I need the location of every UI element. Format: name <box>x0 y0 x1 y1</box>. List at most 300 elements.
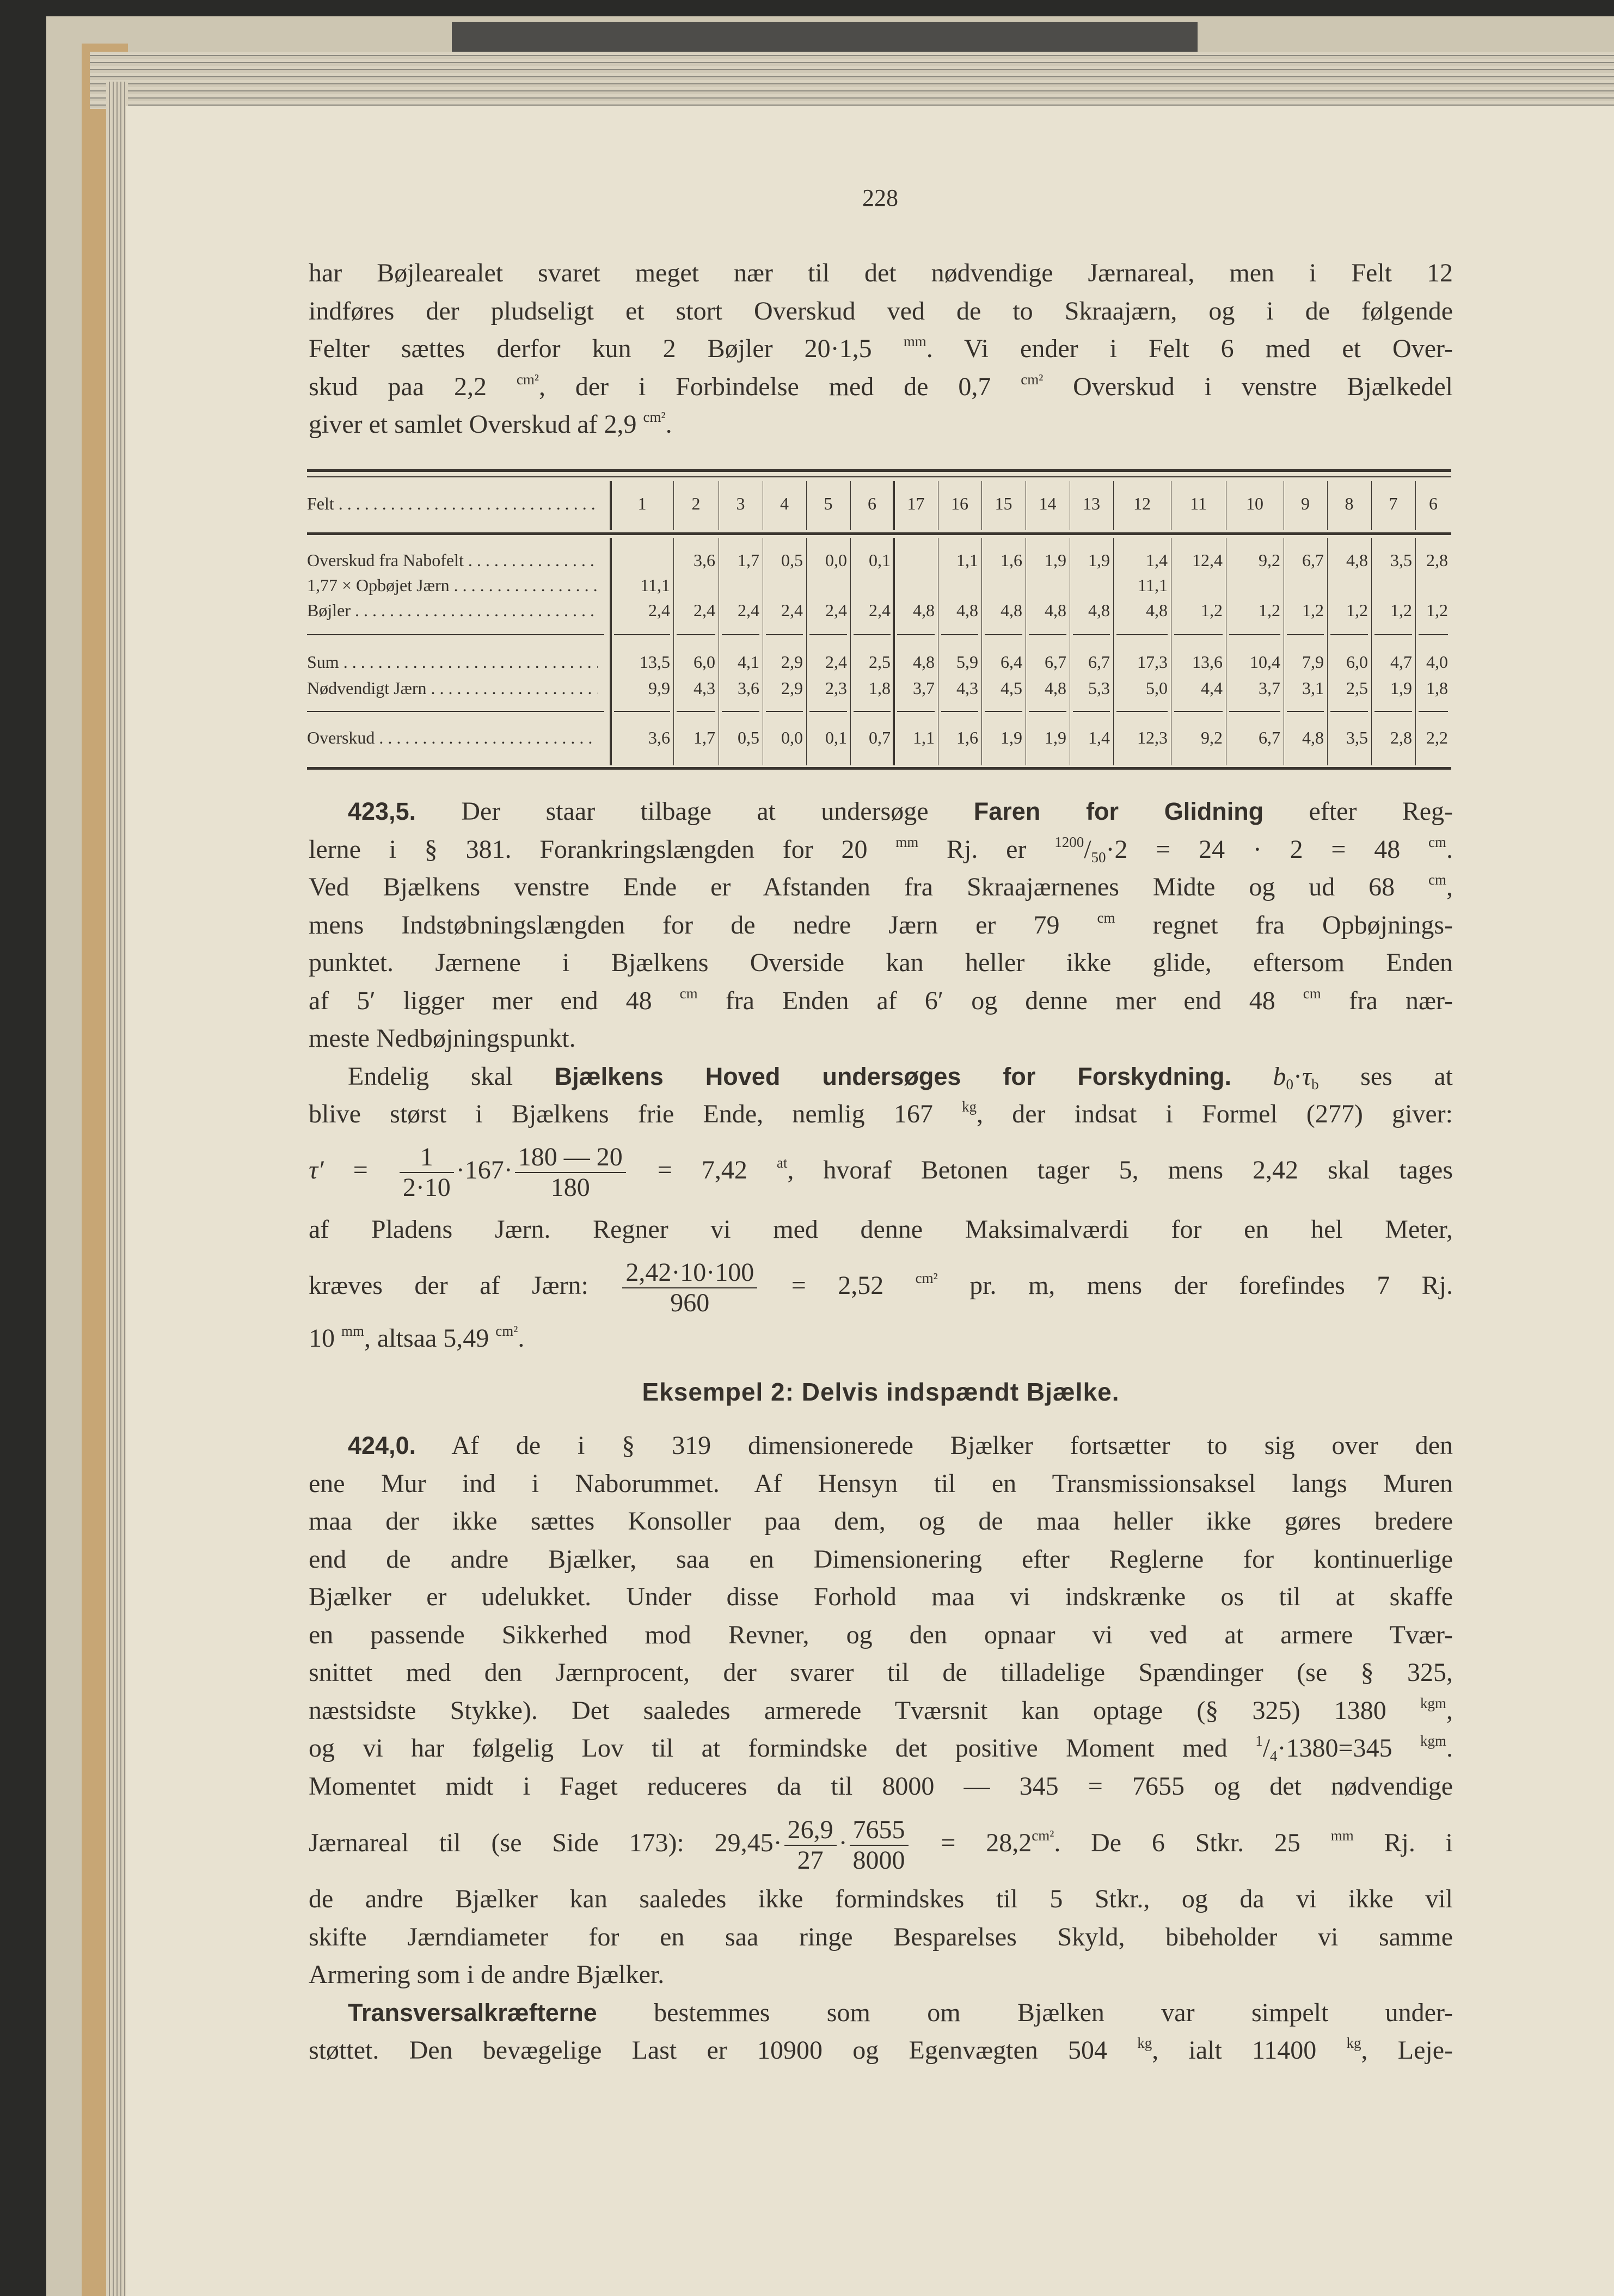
table-cell <box>719 574 759 596</box>
text-run: bestemmes som om Bjælken var simpelt under- <box>597 1998 1453 2027</box>
column-header: 3 <box>736 494 745 513</box>
text-line <box>309 1815 1453 1875</box>
column-header: 6 <box>868 494 876 513</box>
paragraph-424-0 <box>309 1427 1453 1805</box>
bold-text: Transversalkræfterne <box>348 1998 597 2027</box>
text-line <box>309 1994 1453 2032</box>
superscript: cm <box>1097 909 1115 926</box>
column-header: 2 <box>691 494 701 513</box>
table-cell <box>1171 574 1223 596</box>
text-run: Af de i § 319 dimensionerede Bjælker fortsætter to sig over den <box>416 1431 1453 1460</box>
text-line <box>309 1142 1453 1202</box>
table-cell: 2,5 <box>869 652 891 672</box>
table-cell: 2,4 <box>648 600 670 620</box>
superscript: cm² <box>516 371 539 388</box>
table-cell: 2,9 <box>781 652 803 672</box>
fraction-denominator: 27 <box>784 1845 837 1875</box>
table-cell: 2,9 <box>781 678 803 698</box>
sum-rule-segment <box>1229 634 1280 635</box>
text-run <box>1231 1062 1273 1091</box>
table-cell: 17,3 <box>1137 652 1168 672</box>
sum-rule-segment <box>985 711 1022 712</box>
superscript: cm² <box>915 1270 938 1286</box>
table-cell: 2,8 <box>1390 728 1412 747</box>
table-cell: 4,8 <box>1088 600 1110 620</box>
paragraph-transversalkraefter <box>309 1880 1453 2070</box>
text-run: · <box>1293 1061 1302 1091</box>
table-cell: 3,6 <box>738 678 759 698</box>
superscript: mm <box>341 1323 365 1339</box>
sum-rule-segment <box>1029 634 1066 635</box>
superscript: cm² <box>495 1323 518 1339</box>
sum-rule-segment <box>1116 634 1168 635</box>
sum-rule-segment <box>1174 634 1223 635</box>
sum-rule-segment <box>1029 711 1066 712</box>
table-cell: 10,4 <box>1250 652 1280 672</box>
table-cell: 2,2 <box>1426 728 1448 747</box>
section-heading: Eksempel 2: Delvis indspændt Bjælke. <box>642 1378 1120 1406</box>
text-run: snittet med den Jærnprocent, der svarer til de tilladelige Spændinger (se § 325, <box>309 1658 1453 1687</box>
text-run: støttet. Den bevægelige Last er 10900 og Egenvægten 504 <box>309 2036 1138 2065</box>
superscript: mm <box>903 333 926 349</box>
text-line <box>309 1654 1453 1692</box>
fraction-denominator: 960 <box>622 1287 757 1318</box>
text-line <box>309 1880 1453 1918</box>
text-run: , der indsat i Formel (277) giver: <box>977 1100 1453 1128</box>
sum-rule-segment <box>1419 634 1448 635</box>
table-cell: 5,0 <box>1146 678 1168 698</box>
fraction-numerator: 2,42·10·100 <box>625 1257 754 1287</box>
table-cell: 1,9 <box>1045 550 1066 570</box>
text-run: af 5′ ligger mer end 48 <box>309 986 680 1015</box>
text-run: Rj. i <box>1353 1828 1453 1857</box>
table-cell <box>894 549 935 571</box>
column-header: 16 <box>951 494 968 513</box>
text-line <box>309 1540 1453 1579</box>
sum-rule-segment <box>1287 634 1324 635</box>
table-cell <box>1371 574 1412 596</box>
text-run: lerne i § 381. Forankringslængden for 20 <box>309 834 896 864</box>
sum-rule-segment <box>809 711 847 712</box>
column-header: 13 <box>1083 494 1100 513</box>
table-cell: 4,1 <box>738 652 759 672</box>
text-line <box>309 944 1453 982</box>
table-cell: 5,9 <box>956 652 978 672</box>
fraction <box>622 1258 757 1318</box>
text-line <box>309 1956 1453 1994</box>
paragraph-423-5 <box>309 793 1453 1133</box>
table-cell: 1,2 <box>1302 600 1324 620</box>
column-header: 4 <box>780 494 789 513</box>
sum-rule-segment <box>766 634 803 635</box>
text-run: af Pladens Jærn. Regner vi med denne Maksimalværdi for en hel Meter, <box>309 1215 1453 1244</box>
text-run: Ved Bjælkens venstre Ende er Afstanden fra Skraajærnenes Midte og ud 68 <box>309 873 1428 901</box>
table-header-label: Felt . . . <box>307 493 598 514</box>
superscript: cm <box>679 985 698 1002</box>
table-cell: 1,6 <box>956 728 978 747</box>
text-run: Endelig skal <box>348 1061 555 1091</box>
row-label: Nødvendigt Jærn . . . <box>307 677 598 699</box>
table-cell: 4,8 <box>913 652 935 672</box>
sum-rule-segment <box>1174 711 1223 712</box>
text-run: , Leje- <box>1361 2036 1453 2065</box>
table-cell: 4,5 <box>1001 678 1022 698</box>
text-run: fra Enden af 6′ og denne mer end 48 <box>697 986 1303 1015</box>
table-cell: 4,0 <box>1426 652 1448 672</box>
table-cell: 1,9 <box>1390 678 1412 698</box>
text-line <box>309 1427 1453 1465</box>
text-line <box>309 831 1453 869</box>
superscript: kgm <box>1420 1733 1446 1749</box>
table-cell: 1,8 <box>869 678 891 698</box>
table-cell: 1,8 <box>1426 678 1448 698</box>
fraction-denominator: 180 <box>515 1172 626 1202</box>
column-header: 9 <box>1301 494 1310 513</box>
text-run: = <box>323 1156 397 1184</box>
text-run: kræves der af Jærn: <box>309 1271 621 1300</box>
text-line <box>309 1729 1453 1767</box>
fraction-numerator: 180 — 20 <box>518 1142 623 1171</box>
subscript: 50 <box>1091 849 1106 865</box>
table-cell: 0,7 <box>869 728 891 747</box>
table-cell: 9,2 <box>1201 728 1223 747</box>
row-label: Sum . . . <box>307 651 598 673</box>
text-run: Felter sættes derfor kun 2 Bøjler 20·1,5 <box>309 334 904 363</box>
superscript: cm <box>1428 833 1446 850</box>
text-run: Bjælker er udelukket. Under disse Forhold maa vi indskrænke os til at skaffe <box>309 1582 1453 1611</box>
fraction-numerator: 7655 <box>852 1815 905 1844</box>
sum-rule-segment <box>1419 711 1448 712</box>
superscript: cm² <box>1032 1827 1054 1844</box>
text-line <box>309 406 1453 444</box>
text-run: Rj. er <box>918 834 1055 864</box>
table-cell <box>1415 574 1448 596</box>
fraction <box>850 1815 909 1875</box>
page-stack-edges <box>106 82 128 2296</box>
sum-rule-segment <box>941 634 978 635</box>
italic-text: τ <box>1302 1061 1312 1091</box>
italic-text: τ′ <box>309 1156 324 1184</box>
table-cell: 4,8 <box>913 600 935 620</box>
text-line <box>309 330 1453 368</box>
text-run: . De 6 Stkr. 25 <box>1054 1828 1331 1857</box>
text-run: . <box>1446 834 1453 864</box>
bold-text: 423,5. <box>348 797 416 825</box>
sum-rule-segment <box>766 711 803 712</box>
text-run: maa der ikke sættes Konsoller paa dem, og de maa heller ikke gøres bredere <box>309 1507 1453 1536</box>
text-run: meste Nedbøjningspunkt. <box>309 1024 576 1053</box>
sum-rule-segment <box>941 711 978 712</box>
superscript: cm² <box>643 409 666 425</box>
sum-rule-segment <box>1073 634 1110 635</box>
row-label: 1,77 × Opbøjet Jærn . . . <box>307 574 598 596</box>
column-header: 5 <box>824 494 833 513</box>
page-stack-top <box>90 52 1614 109</box>
text-run: Der staar tilbage at undersøge <box>416 797 974 826</box>
table-cell: 4,8 <box>1346 550 1368 570</box>
text-run: de andre Bjælker kan saaledes ikke formindskes til 5 Stkr., og da vi ikke vil <box>309 1884 1453 1913</box>
text-run: Overskud i venstre Bjælkedel <box>1043 372 1453 401</box>
text-line <box>309 1918 1453 1956</box>
table-cell: 2,4 <box>694 600 715 620</box>
sum-rule-segment <box>1116 711 1168 712</box>
table-cell: 0,5 <box>781 550 803 570</box>
text-run: en passende Sikkerhed mod Revner, og den opnaar vi ved at armere Tvær- <box>309 1620 1453 1649</box>
table-cell: 1,1 <box>913 728 935 747</box>
table-cell: 11,1 <box>1138 575 1168 595</box>
formula-jaern-per-meter <box>309 1257 1453 1317</box>
sum-rule-segment <box>985 634 1022 635</box>
text-run: . Vi ender i Felt 6 med et Over- <box>926 334 1453 363</box>
table-cell: 6,0 <box>1346 652 1368 672</box>
column-header: 7 <box>1389 494 1398 513</box>
text-line <box>309 368 1453 406</box>
row-label: Overskud . . . <box>307 727 598 748</box>
text-line <box>309 1319 1453 1358</box>
row-label: Bøjler . . . <box>307 599 598 621</box>
table-cell: 3,5 <box>1390 550 1412 570</box>
superscript: kg <box>1137 2035 1152 2051</box>
text-run: næstsidste Stykke). Det saaledes armerede Tværsnit kan optage (§ 325) 1380 <box>309 1696 1420 1725</box>
text-run: Momentet midt i Faget reduceres da til 8000 — 345 = 7655 og det nødvendige <box>309 1771 1453 1801</box>
text-run: punktet. Jærnene i Bjælkens Overside kan heller ikke glide, eftersom Enden <box>309 948 1453 977</box>
table-top-rule <box>307 469 1451 472</box>
table-cell: 1,1 <box>956 550 978 570</box>
text-run: har Bøjlearealet svaret meget nær til det nødvendige Jærnareal, men i Felt 12 <box>309 259 1453 287</box>
fraction-denominator: 8000 <box>850 1845 909 1875</box>
table-cell <box>1284 574 1324 596</box>
text-run: end de andre Bjælker, saa en Dimensionering efter Reglerne for kontinuerlige <box>309 1544 1453 1574</box>
text-run: . <box>1446 1734 1453 1763</box>
text-run: skud paa 2,2 <box>309 372 517 401</box>
sum-rule-segment <box>854 711 891 712</box>
sum-rule <box>307 634 604 635</box>
text-line <box>309 1211 1453 1249</box>
table-cell: 1,9 <box>1045 728 1066 747</box>
fraction-numerator: 26,9 <box>787 1815 833 1844</box>
text-run: ·167· <box>456 1156 513 1184</box>
sum-rule-segment <box>854 634 891 635</box>
table-cell: 13,5 <box>640 652 670 672</box>
text-line <box>309 2031 1453 2070</box>
text-line <box>309 1020 1453 1058</box>
superscript: mm <box>895 833 919 850</box>
sum-rule-segment <box>722 634 759 635</box>
subscript: 0 <box>1286 1076 1293 1092</box>
table-cell <box>763 574 803 596</box>
sum-rule-segment <box>1287 711 1324 712</box>
table-cell: 2,5 <box>1346 678 1368 698</box>
table-cell <box>673 574 715 596</box>
sum-rule-segment <box>1374 634 1412 635</box>
paragraph-pladens-jaern <box>309 1211 1453 1249</box>
bold-text: Bjælkens Hoved undersøges for Forskydning. <box>554 1062 1231 1090</box>
text-run: , <box>1446 873 1453 901</box>
text-run: blive størst i Bjælkens frie Ende, nemlig 167 <box>309 1100 962 1128</box>
text-run: / <box>1084 834 1091 864</box>
table-cell: 0,1 <box>825 728 847 747</box>
row-label: Overskud fra Nabofelt . . . <box>307 549 598 571</box>
table-cell: 4,8 <box>1045 600 1066 620</box>
text-run: Jærnareal til (se Side 173): 29,45· <box>309 1828 782 1857</box>
table-cell: 1,2 <box>1201 600 1223 620</box>
superscript: cm <box>1303 985 1321 1002</box>
text-run: = 2,52 <box>759 1271 916 1300</box>
table-cell: 5,3 <box>1088 678 1110 698</box>
text-run: , <box>1446 1696 1453 1725</box>
subscript: 4 <box>1270 1748 1278 1764</box>
sum-rule-segment <box>614 711 670 712</box>
table-cell: 2,4 <box>781 600 803 620</box>
text-run: pr. m, mens der forefindes 7 Rj. <box>937 1271 1453 1300</box>
table-cell: 9,9 <box>648 678 670 698</box>
table-cell: 0,0 <box>825 550 847 570</box>
text-line <box>309 868 1453 906</box>
table-cell <box>938 574 978 596</box>
page-number: 228 <box>862 185 898 211</box>
table-cell: 2,4 <box>825 652 847 672</box>
text-line <box>309 1058 1453 1096</box>
text-line <box>309 982 1453 1020</box>
text-line <box>309 1095 1453 1133</box>
bold-text: Faren for Glidning <box>973 797 1264 825</box>
italic-text: b <box>1273 1061 1286 1091</box>
table-cell <box>611 549 670 571</box>
table-top-thin-rule <box>307 476 1451 477</box>
sum-rule-segment <box>1374 711 1412 712</box>
superscript: 1200 <box>1054 833 1084 850</box>
table-cell <box>1026 574 1066 596</box>
text-run: ene Mur ind i Naborummet. Af Hensyn til en Transmissionsaksel langs Muren <box>309 1469 1453 1498</box>
text-run: , ialt 11400 <box>1152 2036 1347 2065</box>
text-line <box>309 1767 1453 1806</box>
column-header: 1 <box>637 494 647 513</box>
table-cell: 7,9 <box>1302 652 1324 672</box>
table-cell: 4,8 <box>1001 600 1022 620</box>
table-cell: 2,8 <box>1426 550 1448 570</box>
table-cell: 0,0 <box>781 728 803 747</box>
column-header: 15 <box>995 494 1012 513</box>
table-cell: 6,7 <box>1045 652 1066 672</box>
text-run: skifte Jærndiameter for en saa ringe Besparelses Skyld, bibeholder vi samme <box>309 1922 1453 1951</box>
fraction <box>400 1143 454 1202</box>
column-header: 10 <box>1246 494 1263 513</box>
text-run: , der i Forbindelse med de 0,7 <box>538 372 1021 401</box>
sum-rule-segment <box>677 711 715 712</box>
table-cell: 4,8 <box>1302 728 1324 747</box>
text-run: . <box>518 1324 525 1353</box>
text-run: 10 <box>309 1324 341 1353</box>
sum-rule <box>307 711 604 712</box>
table-cell: 12,3 <box>1137 728 1168 747</box>
text-line <box>309 292 1453 330</box>
table-bottom-rule <box>307 767 1451 770</box>
table-cell: 3,1 <box>1302 678 1324 698</box>
text-line <box>309 1616 1453 1654</box>
table-cell <box>850 574 891 596</box>
table-cell: 3,7 <box>1259 678 1280 698</box>
table-cell: 1,7 <box>694 728 715 747</box>
sum-rule-segment <box>809 634 847 635</box>
table-cell: 1,9 <box>1001 728 1022 747</box>
text-run: , hvoraf Betonen tager 5, mens 2,42 skal tages <box>787 1156 1453 1184</box>
subscript: b <box>1311 1076 1319 1092</box>
superscript: kg <box>962 1098 977 1115</box>
paragraph-bojleareal <box>309 254 1453 444</box>
superscript: cm <box>1428 871 1446 888</box>
table-cell <box>1226 574 1280 596</box>
column-header: 6 <box>1429 494 1438 513</box>
sum-rule-segment <box>1073 711 1110 712</box>
table-cell <box>981 574 1022 596</box>
table-cell: 2,4 <box>825 600 847 620</box>
table-cell: 1,9 <box>1088 550 1110 570</box>
table-cell: 3,7 <box>913 678 935 698</box>
table-cell: 3,6 <box>694 550 715 570</box>
table-cell: 11,1 <box>640 575 670 595</box>
table-cell: 1,6 <box>1001 550 1022 570</box>
table-cell: 9,2 <box>1259 550 1280 570</box>
table-cell: 4,3 <box>694 678 715 698</box>
column-header: 11 <box>1190 494 1207 513</box>
table-cell: 6,0 <box>694 652 715 672</box>
table-cell: 12,4 <box>1192 550 1223 570</box>
table-cell: 1,4 <box>1146 550 1168 570</box>
table-cell <box>806 574 847 596</box>
text-line <box>309 1465 1453 1503</box>
text-line <box>309 254 1453 292</box>
sum-rule-segment <box>722 711 759 712</box>
table-cell <box>1327 574 1368 596</box>
text-line <box>309 1692 1453 1730</box>
paragraph-altsaa <box>309 1319 1453 1358</box>
sum-rule-segment <box>897 711 935 712</box>
table-cell: 2,3 <box>825 678 847 698</box>
text-run: ·1380=345 <box>1277 1734 1420 1763</box>
table-cell: 6,7 <box>1088 652 1110 672</box>
superscript: cm² <box>1021 371 1044 388</box>
column-header: 14 <box>1039 494 1057 513</box>
table-cell: 1,4 <box>1088 728 1110 747</box>
table-cell: 1,2 <box>1390 600 1412 620</box>
sum-rule-segment <box>614 634 670 635</box>
text-run: · <box>838 1828 848 1857</box>
sum-rule-segment <box>677 634 715 635</box>
text-run: mens Indstøbningslængden for de nedre Jærn er 79 <box>309 910 1097 940</box>
table-cell <box>894 574 935 596</box>
table-cell: 6,7 <box>1259 728 1280 747</box>
table-cell: 1,2 <box>1426 600 1448 620</box>
text-run: fra nær- <box>1321 986 1453 1015</box>
text-line <box>309 906 1453 944</box>
text-run: = 28,2 <box>910 1828 1032 1857</box>
table-cell: 3,5 <box>1346 728 1368 747</box>
table-cell: 4,7 <box>1390 652 1412 672</box>
table-cell: 0,1 <box>869 550 891 570</box>
text-run: regnet fra Opbøjnings- <box>1115 910 1453 940</box>
text-line <box>309 1502 1453 1540</box>
text-run: / <box>1262 1734 1271 1763</box>
table-header-rule <box>307 532 1451 535</box>
table-cell: 13,6 <box>1192 652 1223 672</box>
fraction-denominator: 2·10 <box>400 1172 454 1202</box>
text-run: Armering som i de andre Bjælker. <box>309 1960 665 1989</box>
table-cell <box>1070 574 1110 596</box>
table-cell: 0,5 <box>738 728 759 747</box>
superscript: kgm <box>1420 1695 1446 1711</box>
text-line <box>309 793 1453 831</box>
text-run: . <box>665 410 672 439</box>
